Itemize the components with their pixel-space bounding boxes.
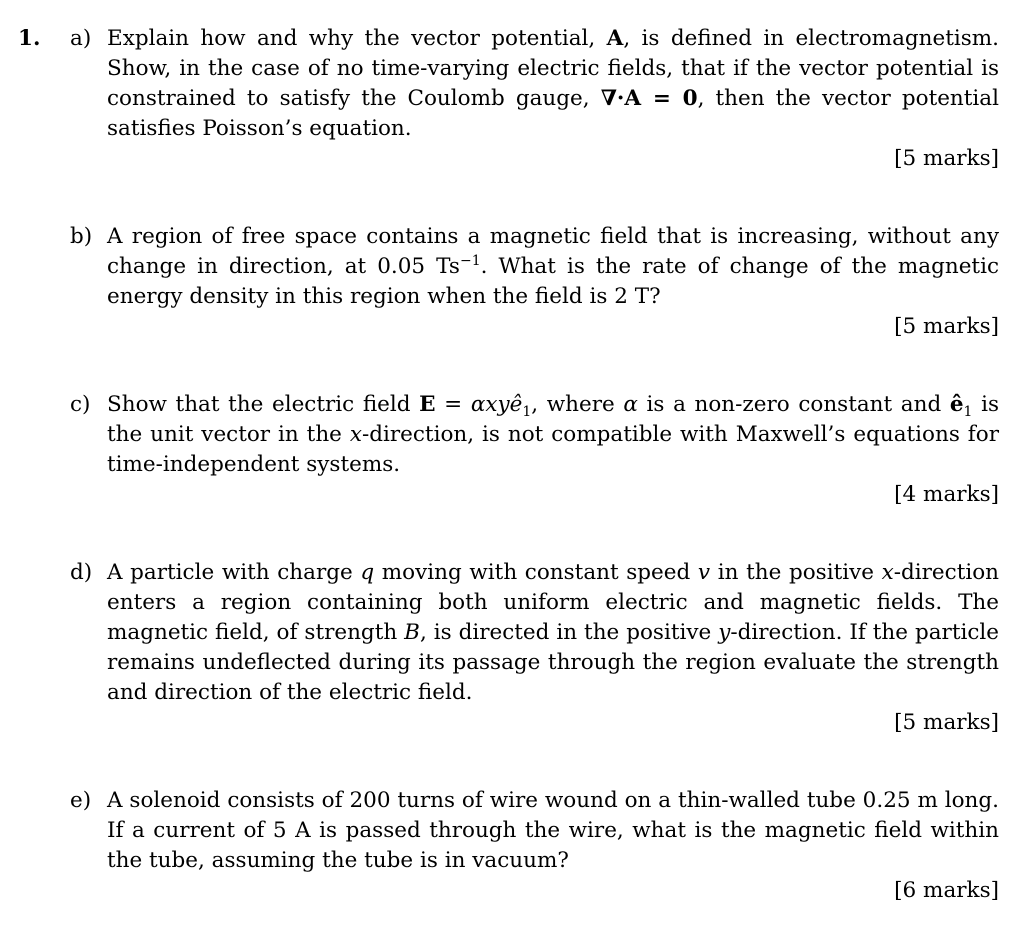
marks: [5 marks] bbox=[894, 314, 999, 339]
part-text: A particle with charge q moving with constant speed v in the positive x-direction enters a region containing both uniform electric and magnetic fields. The magnetic field, of strength B, is directed in the positive y-direction. If the particle remains undeflected during its passage through the region evaluate the strength and direction of the electric field. bbox=[107, 560, 1000, 705]
part-label: d) bbox=[70, 560, 93, 585]
marks: [6 marks] bbox=[894, 878, 999, 903]
part-label: a) bbox=[70, 26, 92, 51]
marks: [5 marks] bbox=[894, 146, 999, 171]
part-label: b) bbox=[70, 224, 93, 249]
part-text: A region of free space contains a magnetic field that is increasing, without any change in direction, at 0.05 $Ts^{-1}$. What is the rate of change of the magnetic energy density in this region when the field is 2 T? bbox=[107, 224, 999, 309]
marks: [5 marks] bbox=[894, 710, 999, 735]
part-text: Explain how and why the vector potential, A, is defined in electromagnetism. Show, in the case of no time-varying electric fields, that if the vector potential is constrained to satisfy the Coulomb gauge, ∇·A = 0, then the vector potential satisfies Poisson’s equation. bbox=[107, 26, 999, 141]
part-text: Show that the electric field E = αxyê$_1$, where α is a non-zero constant and $ê_1$ is the unit vector in the x-direction, is not compatible with Maxwell’s equations for time-independent systems. bbox=[107, 392, 999, 477]
part-label: e) bbox=[70, 788, 92, 813]
part-text: A solenoid consists of 200 turns of wire wound on a thin-walled tube 0.25 m long. If a current of 5 A is passed through the wire, what is the magnetic field within the tube, assuming the tube is in vacuum? bbox=[107, 788, 999, 873]
part-label: c) bbox=[70, 392, 91, 417]
marks: [4 marks] bbox=[894, 482, 999, 507]
question-number: 1. bbox=[18, 26, 41, 51]
